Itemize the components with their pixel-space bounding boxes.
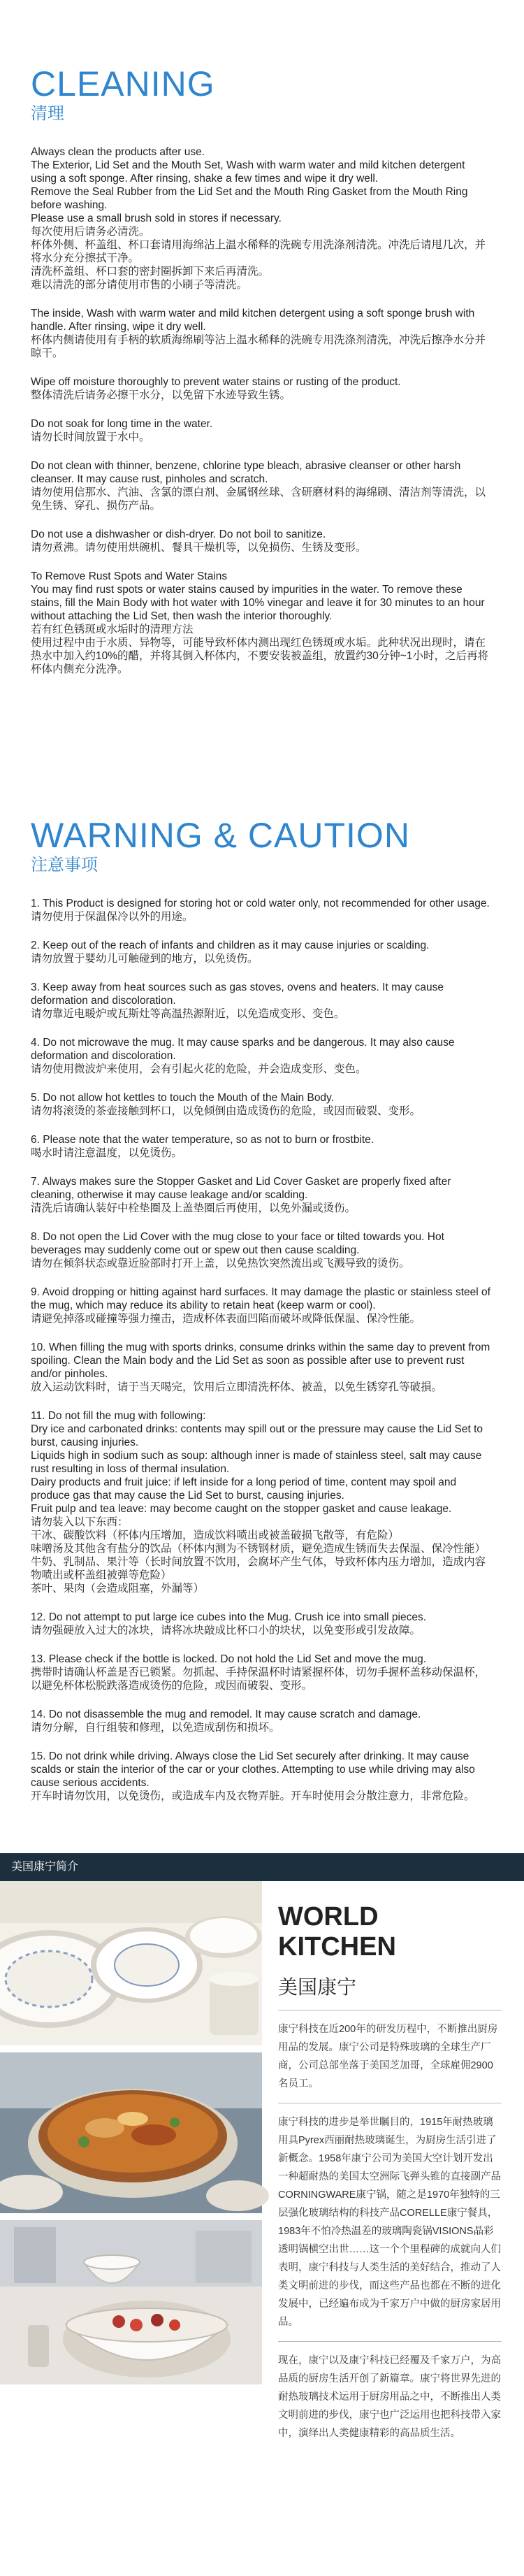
company-title-cn: 美国康宁 (278, 1976, 357, 1998)
warning-paragraph (31, 1286, 493, 1325)
bowls-photo (0, 2220, 262, 2384)
cleaning-text-line: The Exterior, Lid Set and the Mouth Set, Wash with warm water and mild kitchen detergent using a soft sponge. After rinsing, shake a few times and wipe it dry well. (31, 159, 465, 185)
warning-text-line: 2. Keep out of the reach of infants and children as it may cause injuries or scalding. (31, 940, 430, 951)
cleaning-text-line: 清洗杯盖组、杯口套的密封圈拆卸下来后再清洗。 (31, 266, 270, 278)
warning-body (31, 897, 493, 1803)
cleaning-paragraph (31, 459, 493, 512)
warning-text-line: 请勿分解，自行组装和修理，以免造成刮伤和损坏。 (31, 1722, 280, 1734)
product-photos (0, 1881, 262, 2384)
cleaning-text-line: 使用过程中由于水质、异物等，可能导致杯体内测出现红色锈斑或水垢。此种状况出现时，请在热水中加入约10%的醋，并将其倒入杯体内，不要安装被盖组，放置约30分钟~1小时，之后再将杯体内侧充分洗净。 (31, 637, 488, 675)
warning-text-line: 4. Do not microwave the mug. It may cause sparks and be dangerous. It may also cause deformation and discoloration. (31, 1037, 455, 1062)
company-body (0, 1881, 524, 2439)
warning-paragraph (31, 1133, 493, 1160)
warning-text-line: 9. Avoid dropping or hitting against hard surfaces. It may damage the plastic or stainless steel of the mug, which may reduce its ability to retain heat (keep warm or cool). (31, 1286, 490, 1311)
casserole-photo (0, 2052, 262, 2213)
warning-text-line: 喝水时请注意温度，以免烫伤。 (31, 1147, 183, 1159)
warning-text-line: 12. Do not attempt to put large ice cubes into the Mug. Crush ice into small pieces. (31, 1611, 427, 1623)
cleaning-text-line: Always clean the products after use. (31, 146, 205, 158)
warning-text-line: 请勿使用于保温保冷以外的用途。 (31, 911, 194, 923)
cleaning-paragraph (31, 570, 493, 676)
company-section (0, 1853, 524, 2439)
warning-paragraph (31, 1230, 493, 1270)
warning-text-line: 15. Do not drink while driving. Always close the Lid Set securely after drinking. It may cause scalds or stain the interior of the car or your clothes. Attempting to use while driving may also cause serious accidents. (31, 1750, 475, 1789)
company-header-bar: 美国康宁简介 (0, 1853, 524, 1881)
warning-paragraph (31, 1708, 493, 1734)
cleaning-paragraph (31, 417, 493, 444)
warning-text-line: 请勿强硬放入过大的冰块，请将冰块敲成比杯口小的块状，以免变形或引发故障。 (31, 1625, 421, 1636)
cleaning-paragraph (31, 528, 493, 554)
warning-paragraph (31, 1611, 493, 1637)
cleaning-text-line: Please use a small brush sold in stores if necessary. (31, 213, 282, 224)
cleaning-paragraph (31, 307, 493, 360)
cleaning-text-line: 杯体内侧请使用有手柄的软质海绵刷等沾上温水稀释的洗碗专用洗涤剂清洗，冲洗后擦净水分并晾干。 (31, 334, 486, 359)
warning-text-line: 6. Please note that the water temperature, so as not to burn or frostbite. (31, 1134, 374, 1146)
company-text (278, 1902, 502, 2442)
cleaning-body (31, 145, 493, 676)
warning-paragraph (31, 1409, 493, 1595)
company-history: 康宁科技的进步是举世瞩目的，1915年耐热玻璃用具Pyrex西丽耐热玻璃诞生，为厨房生活引进了新概念。1958年康宁公司为美国大空计划开发出一种超耐热的美国太空洲际飞弹头锥的直接副产品CORNINGWARE康宁锅，随之是1970年独特的三层强化玻璃结构的科技产品CORELLE康宁餐具，1983年不怕冷热温差的玻璃陶瓷锅VISIONS晶彩透明锅横空出世……这一个个里程碑的成就向人们表明，康宁科技与人类生活的美好结合，推动了人类文明前进的步伐，而这些产品也都在不断的进化发展中，已经遍布成为千家万户中做的厨房家居用品。 (278, 2117, 501, 2328)
warning-text-line: 干冰、碳酸饮料（杯体内压增加，造成饮料喷出或被盖破损飞散等，有危险） (31, 1530, 400, 1541)
cleaning-text-line: Do not clean with thinner, benzene, chlorine type bleach, abrasive cleanser or other harsh cleanser. It may cause rust, pinholes and scratch. (31, 460, 461, 485)
warning-paragraph (31, 1341, 493, 1394)
warning-paragraph (31, 1750, 493, 1803)
warning-paragraph (31, 1175, 493, 1215)
warning-text-line: 开车时请勿饮用，以免烫伤，或造成车内及衣物弄脏。开车时使用会分散注意力，非常危险。 (31, 1790, 475, 1802)
warning-text-line: Dairy products and fruit juice: if left inside for a long period of time, content may spoil and produce gas that may cause the Lid Set to burst, causing injuries. (31, 1476, 457, 1502)
company-title: WORLD KITCHEN (278, 1902, 396, 1962)
warning-paragraph (31, 1036, 493, 1076)
cleaning-text-line: Do not soak for long time in the water. (31, 418, 213, 430)
warning-text-line: 14. Do not disassemble the mug and remodel. It may cause scratch and damage. (31, 1708, 421, 1720)
warning-text-line: 7. Always makes sure the Stopper Gasket and Lid Cover Gasket are properly fixed after cleaning, otherwise it may cause leakage and/or scalding. (31, 1176, 451, 1201)
cleaning-text-line: 请勿煮沸。请勿使用烘碗机、餐具干燥机等，以免损伤、生锈及变形。 (31, 542, 367, 554)
warning-text-line: 请避免掉落或碰撞等强力撞击，造成杯体表面凹陷而破坏或降低保温、保冷性能。 (31, 1313, 421, 1325)
warning-text-line: 请勿使用微波炉来使用，会有引起火花的危险，并会造成变形、变色。 (31, 1063, 367, 1075)
warning-text-line: 11. Do not fill the mug with following: (31, 1410, 206, 1422)
warning-text-line: 10. When filling the mug with sports drinks, consume drinks within the same day to prevent from spoiling. Clean the Main body and the Lid Set as soon as possible after use to prevent rust and/or pinholes. (31, 1341, 490, 1380)
company-present: 现在，康宁以及康宁科技已经覆及千家万户，为高品质的厨房生活开创了新篇章。康宁将世界先进的耐热玻璃技术运用于厨房用品之中，不断推出人类文明前进的步伐，康宁也广泛运用也把科技带入家中，演绎出人类健康精彩的高品质生活。 (278, 2355, 501, 2439)
cleaning-text-line: 整体清洗后请务必擦干水分，以免留下水迹导致生锈。 (31, 389, 291, 401)
warning-text-line: 请勿靠近电暖炉或瓦斯灶等高温热源附近，以免造成变形、变色。 (31, 1008, 345, 1020)
warning-text-line: 请勿在倾斜状态或靠近脸部时打开上盖，以免热饮突然流出或飞溅导致的烫伤。 (31, 1258, 410, 1269)
company-intro: 康宁科技在近200年的研发历程中，不断推出厨房用品的发展。康宁公司是特殊玻璃的全球生产厂商，公司总部坐落于美国芝加哥，全球雇佣2900名员工。 (278, 2024, 498, 2089)
warning-title: WARNING & CAUTION (31, 816, 410, 855)
warning-title-cn: 注意事项 (31, 856, 98, 875)
cleaning-text-line: 难以清洗的部分请使用市售的小刷子等清洗。 (31, 279, 248, 291)
cleaning-text-line: To Remove Rust Spots and Water Stains (31, 570, 228, 582)
cleaning-text-line: 请勿使用信那水、汽油、含氯的漂白剂、金属钢丝球、含研磨材料的海绵刷、清洁剂等清洗，以免生锈、穿孔、损伤产品。 (31, 487, 486, 512)
company-divider-3 (278, 2341, 502, 2342)
cleaning-paragraph (31, 375, 493, 402)
cleaning-text-line: 每次使用后请务必清洗。 (31, 226, 150, 238)
cleaning-text-line: 杯体外侧、杯盖组、杯口套请用海绵沾上温水稀释的洗碗专用洗涤剂清洗。冲洗后请甩几次，并将水分充分擦拭干净。 (31, 239, 486, 264)
warning-text-line: 牛奶、乳制品、果汁等（长时间放置不饮用，会腐坏产生气体，导致杯体内压力增加，造成内容物喷出或杯盖组被弹等危险） (31, 1556, 486, 1581)
dinnerware-photo (0, 1881, 262, 2045)
cleaning-text-line: Wipe off moisture thoroughly to prevent water stains or rusting of the product. (31, 376, 401, 388)
cleaning-title-cn: 清理 (31, 104, 64, 123)
cleaning-paragraph (31, 145, 493, 292)
cleaning-section (0, 0, 524, 676)
warning-text-line: 5. Do not allow hot kettles to touch the Mouth of the Main Body. (31, 1092, 334, 1104)
warning-text-line: Liquids high in sodium such as soup: although inner is made of stainless steel, salt may cause rust resulting in loss of thermal insulation. (31, 1450, 482, 1475)
cleaning-text-line: 请勿长时间放置于水中。 (31, 431, 150, 443)
warning-text-line: Fruit pulp and tea leave: may become caught on the stopper gasket and cause leakage. (31, 1503, 452, 1515)
warning-text-line: 请勿将滚烫的茶壶接触到杯口，以免倾倒由造成烫伤的危险，或因而破裂、变形。 (31, 1105, 421, 1117)
warning-text-line: Dry ice and carbonated drinks: contents may spill out or the pressure may cause the Lid Set to burst, causing injuries. (31, 1423, 483, 1448)
warning-text-line: 味噌汤及其他含有盐分的饮品（杯体内测为不锈钢材质，避免造成生锈而失去保温、保冷性能） (31, 1543, 486, 1555)
cleaning-title: CLEANING (31, 64, 215, 103)
warning-text-line: 8. Do not open the Lid Cover with the mug close to your face or tilted towards you. Hot beverages may suddenly come out or spew out then cause scalding. (31, 1231, 444, 1256)
warning-text-line: 3. Keep away from heat sources such as gas stoves, ovens and heaters. It may cause deformation and discoloration. (31, 981, 444, 1007)
warning-paragraph (31, 981, 493, 1021)
warning-paragraph (31, 1653, 493, 1692)
warning-section (0, 691, 524, 1846)
warning-text-line: 请勿装入以下东西： (31, 1516, 129, 1528)
warning-paragraph (31, 1091, 493, 1118)
cleaning-text-line: The inside, Wash with warm water and mild kitchen detergent using a soft sponge brush with handle. After rinsing, wipe it dry well. (31, 308, 475, 333)
warning-text-line: 放入运动饮料时，请于当天喝完，饮用后立即清洗杯体、被盖，以免生锈穿孔等破損。 (31, 1381, 443, 1393)
warning-text-line: 13. Please check if the bottle is locked. Do not hold the Lid Set and move the mug. (31, 1653, 427, 1665)
warning-text-line: 请勿放置于婴幼儿可触碰到的地方，以免烫伤。 (31, 953, 259, 965)
warning-text-line: 携带时请确认杯盖是否已锁紧。勿抓起、手持保温杯时请紧握杯体，切勿手握杯盖移动保温杯，以避免杯体松脱跌落造成烫伤的危险，或因而破裂、变形。 (31, 1667, 486, 1692)
warning-paragraph (31, 939, 493, 965)
cleaning-text-line: You may find rust spots or water stains caused by impurities in the water. To remove these stains, fill the Main Body with hot water with 10% vinegar and leave it for 30 minutes to an hour without attaching the Lid Set, then wash the interior thoroughly. (31, 584, 485, 622)
warning-paragraph (31, 897, 493, 923)
warning-text-line: 清洗后请确认装好中栓垫圈及上盖垫圈后再使用，以免外漏或烫伤。 (31, 1202, 356, 1214)
warning-text-line: 茶叶、果肉（会造成阻塞，外漏等） (31, 1583, 205, 1595)
cleaning-text-line: Do not use a dishwasher or dish-dryer. Do not boil to sanitize. (31, 528, 326, 540)
cleaning-text-line: 若有红色锈斑或水垢时的清理方法 (31, 624, 194, 635)
cleaning-text-line: Remove the Seal Rubber from the Lid Set and the Mouth Ring Gasket from the Mouth Ring before washing. (31, 186, 468, 211)
warning-text-line: 1. This Product is designed for storing hot or cold water only, not recommended for other usage. (31, 898, 490, 909)
